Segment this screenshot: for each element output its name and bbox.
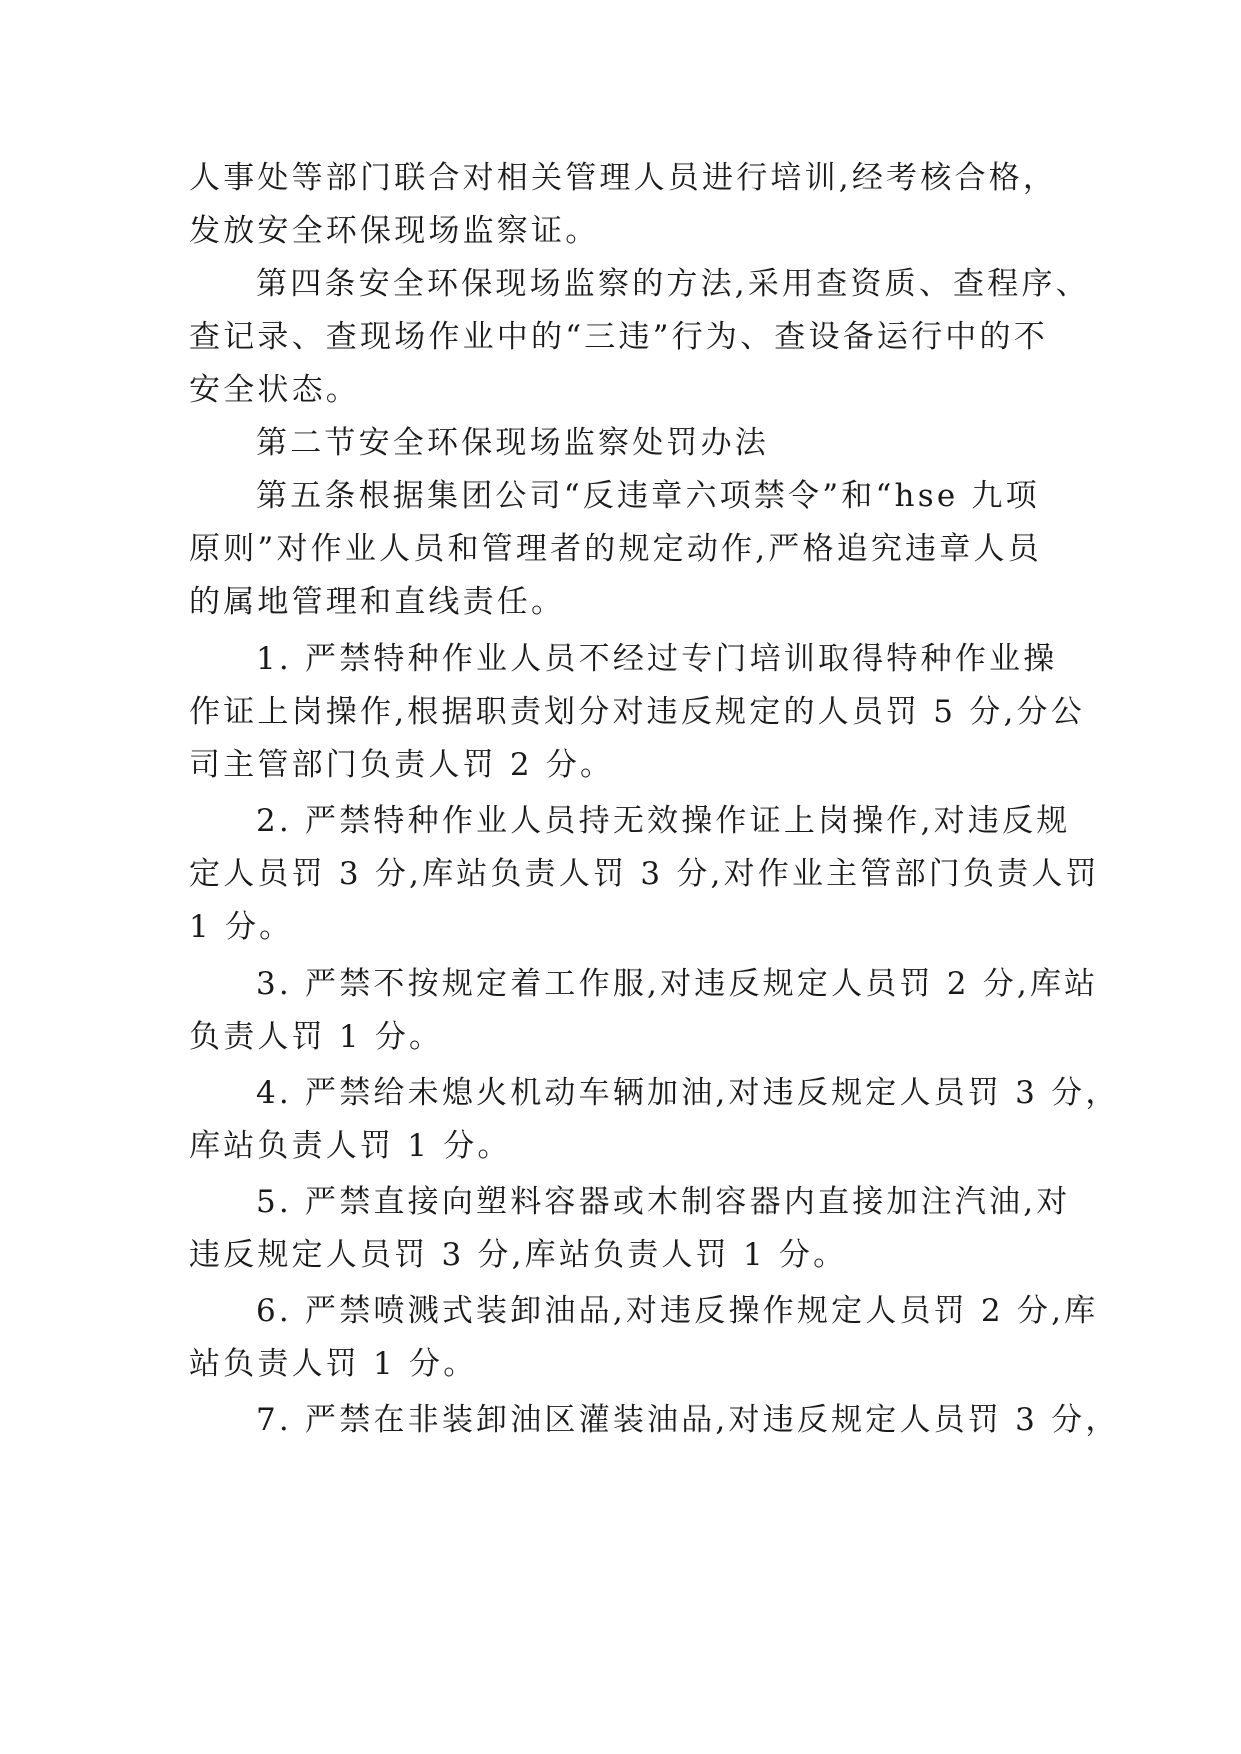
- list-item-2-start: 2. 严禁特种作业人员持无效操作证上岗操作,对违反规: [256, 803, 1071, 839]
- section-heading: 第二节安全环保现场监察处罚办法: [256, 425, 769, 461]
- text-line: 司主管部门负责人罚 2 分。: [189, 747, 615, 783]
- article-4-paragraph-start: 第四条安全环保现场监察的方法,采用查资质、查程序、: [256, 266, 1090, 302]
- text-line: 查记录、查现场作业中的“三违”行为、查设备运行中的不: [189, 319, 1048, 355]
- list-item-5-start: 5. 严禁直接向塑料容器或木制容器内直接加注汽油,对: [256, 1184, 1071, 1220]
- text-line: 违反规定人员罚 3 分,库站负责人罚 1 分。: [189, 1237, 848, 1273]
- list-item-3-start: 3. 严禁不按规定着工作服,对违反规定人员罚 2 分,库站: [256, 966, 1099, 1002]
- text-line: 人事处等部门联合对相关管理人员进行培训,经考核合格，: [189, 160, 1058, 196]
- text-line: 定人员罚 3 分,库站负责人罚 3 分,对作业主管部门负责人罚: [189, 856, 1100, 892]
- text-line: 站负责人罚 1 分。: [189, 1346, 478, 1382]
- text-line: 原则”对作业人员和管理者的规定动作,严格追究违章人员: [189, 531, 1042, 567]
- list-item-4-start: 4. 严禁给未熄火机动车辆加油,对违反规定人员罚 3 分，: [256, 1075, 1120, 1111]
- text-line: 的属地管理和直线责任。: [189, 584, 566, 620]
- text-line: 1 分。: [189, 909, 294, 945]
- list-item-6-start: 6. 严禁喷溅式装卸油品,对违反操作规定人员罚 2 分,库: [256, 1293, 1099, 1329]
- list-item-7-start: 7. 严禁在非装卸油区灌装油品,对违反规定人员罚 3 分，: [256, 1402, 1120, 1438]
- text-line: 安全状态。: [189, 372, 360, 408]
- text-line: 库站负责人罚 1 分。: [189, 1128, 512, 1164]
- text-line: 作证上岗操作,根据职责划分对违反规定的人员罚 5 分,分公: [189, 694, 1085, 730]
- text-line: 负责人罚 1 分。: [189, 1019, 444, 1055]
- article-5-paragraph-start: 第五条根据集团公司“反违章六项禁令”和“hse 九项: [256, 478, 1040, 514]
- text-line: 发放安全环保现场监察证。: [189, 213, 600, 249]
- list-item-1-start: 1. 严禁特种作业人员不经过专门培训取得特种作业操: [256, 641, 1058, 677]
